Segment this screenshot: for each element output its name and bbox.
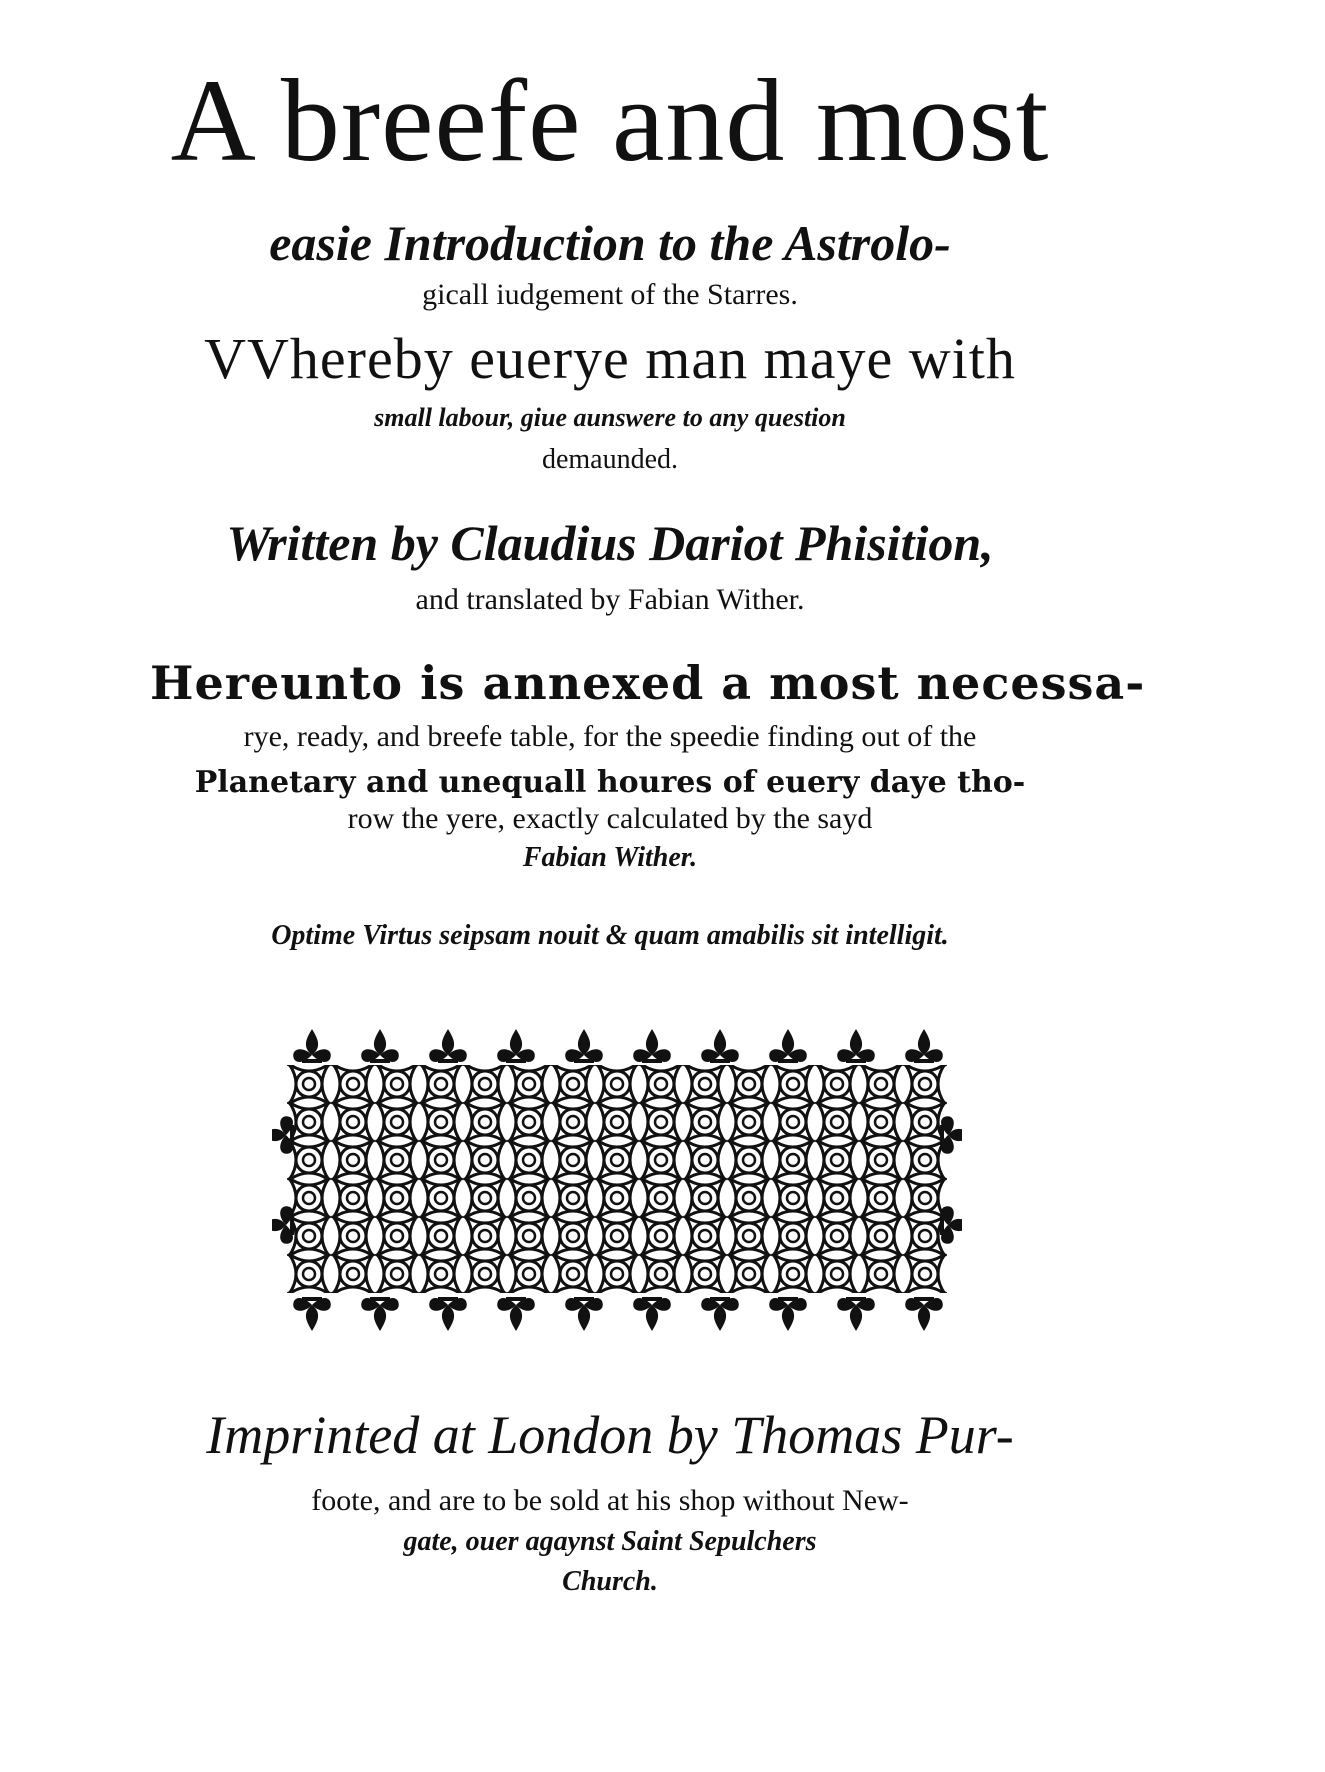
annex-line-1: Hereunto is annexed a most necessa- <box>150 656 1146 710</box>
printers-ornament-icon <box>272 1025 962 1335</box>
annex-line-5: Fabian Wither. <box>522 842 698 873</box>
imprint-line-4: Church. <box>562 1566 658 1597</box>
translator-line: and translated by Fabian Wither. <box>415 583 805 616</box>
title-line-2: easie Introduction to the Astrolo- <box>269 215 951 271</box>
author-line: Written by Claudius Dariot Phisition, <box>226 515 994 571</box>
imprint-line-3: gate, ouer agaynst Saint Sepulchers <box>403 1526 817 1557</box>
title-line-3: gicall iudgement of the Starres. <box>422 278 798 311</box>
title-line-4: VVhereby euerye man maye with <box>204 326 1016 391</box>
annex-line-4: row the yere, exactly calculated by the sayd <box>347 802 873 835</box>
title-line-6: demaunded. <box>541 444 679 475</box>
latin-motto: Optime Virtus seipsam nouit & quam amabilis sit intelligit. <box>271 920 949 951</box>
imprint-line-2: foote, and are to be sold at his shop without New- <box>311 1484 909 1517</box>
title-heading: A breefe and most <box>170 55 1050 186</box>
title-line-5: small labour, giue aunswere to any question <box>374 403 846 432</box>
annex-line-3: Planetary and unequall houres of euery daye tho- <box>194 765 1026 800</box>
annex-line-2: rye, ready, and breefe table, for the speedie finding out of the <box>243 720 977 753</box>
imprint-line-1: Imprinted at London by Thomas Pur- <box>206 1405 1014 1465</box>
